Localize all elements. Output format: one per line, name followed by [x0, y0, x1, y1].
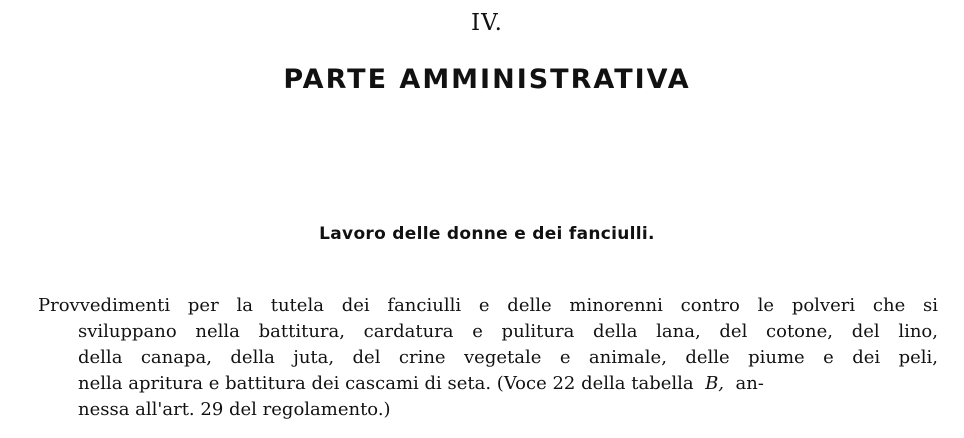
paragraph-line-5: nessa all'art. 29 del regolamento.): [78, 399, 391, 420]
paragraph-line-1: Provvedimenti per la tutela dei fanciulli e delle minorenni contro le polveri che si: [38, 295, 938, 316]
paragraph-line-2: sviluppano nella battitura, cardatura e pulitura della lana, del cotone, del lino,: [78, 321, 938, 342]
hyphenated-word: an-: [735, 373, 764, 394]
table-reference: B,: [705, 373, 725, 394]
body-paragraph: [38, 293, 938, 423]
paragraph-line-3: della canapa, della juta, del crine vegetale e animale, delle piume e dei peli,: [78, 347, 938, 368]
section-subtitle: Lavoro delle donne e dei fanciulli.: [319, 224, 655, 244]
paragraph-line-4: [38, 371, 938, 397]
section-number: IV.: [471, 10, 503, 36]
paragraph-line-4-text: nella apritura e battitura dei cascami di seta. (Voce 22 della tabella: [78, 373, 694, 394]
page-title: PARTE AMMINISTRATIVA: [283, 64, 691, 95]
